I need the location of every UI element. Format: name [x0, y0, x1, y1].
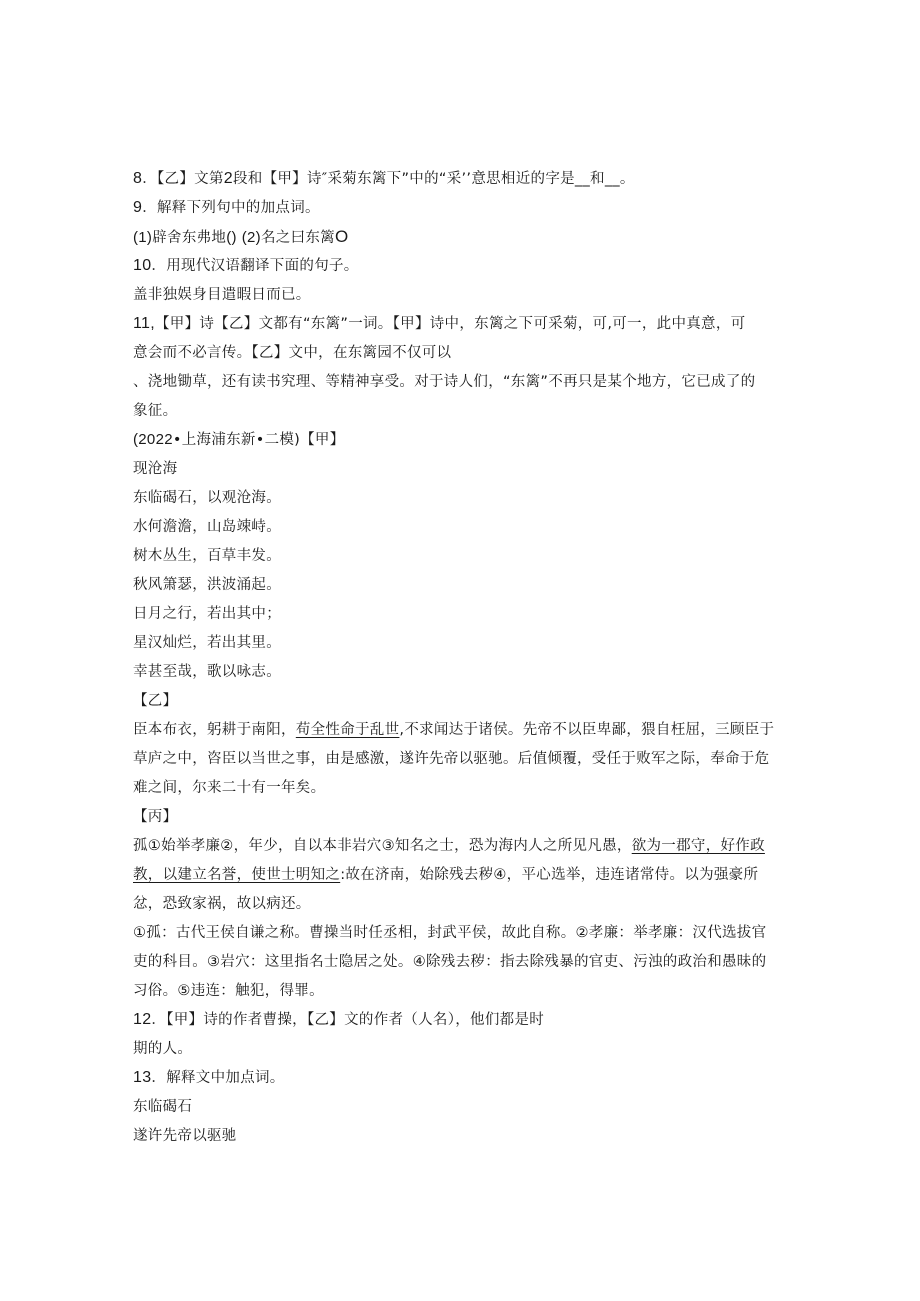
notes-line1: ①孤：古代王侯自谦之称。曹操当时任丞相，封武平侯，故此自称。②孝廉：举孝廉：汉代选拔官 — [133, 925, 767, 941]
question-10-sentence: 盖非独娱身目遣暇日而已。 — [133, 287, 311, 303]
question-number: 11, — [133, 315, 155, 332]
question-number: 10 — [133, 257, 152, 274]
answer-blank: () — [226, 229, 237, 246]
bing-line2 — [133, 865, 758, 885]
question-text: ．用现代汉语翻译下面的句子。 — [151, 258, 359, 274]
bing-line3: 忿，恐致家祸，故以病还。 — [133, 896, 311, 912]
poem-line: 水何澹澹，山岛竦峙。 — [133, 519, 281, 535]
question-text-cont: 段和【甲】诗″采菊东篱下”中的“采’’意思相近的字是__和__。 — [232, 171, 635, 187]
question-13-item2: 遂许先帝以驱驰 — [133, 1128, 237, 1144]
question-11-line4: 象征。 — [133, 403, 178, 419]
poem-line: 星汉灿烂，若出其里。 — [133, 635, 281, 651]
question-11-line2: 意会而不必言传。【乙】文中，在东篱园不仅可以 — [133, 345, 452, 361]
item-label: (1) — [133, 229, 153, 246]
item-label: (2) — [241, 229, 261, 246]
notes-line2: 吏的科目。③岩穴：这里指名士隐居之处。④除残去秽：指去除残暴的官吏、污浊的政治和愚昧的 — [133, 954, 767, 970]
question-text: ．【乙】文第 — [142, 171, 224, 187]
poem-line: 秋风箫瑟，洪波涌起。 — [133, 577, 281, 593]
section-yi-header: 【乙】 — [133, 693, 178, 709]
section-bing-header: 【丙】 — [133, 809, 178, 825]
yi-text: 臣本布衣，躬耕于南阳， — [133, 722, 296, 738]
poem-title: 现沧海 — [133, 461, 178, 477]
question-13-item1: 东临碣石 — [133, 1099, 193, 1115]
underlined-phrase: 欲为一郡守，好作政 — [631, 838, 765, 854]
bing-text: 孤①始举孝廉②，年少，自以本非岩穴③知名之士，恐为海内人之所见凡愚， — [133, 838, 632, 854]
question-9-items — [133, 227, 349, 248]
question-8 — [133, 169, 635, 189]
source-rest: •上海浦东新•二模)【甲】 — [172, 432, 345, 448]
bing-text: :故在济南，始除残去秽④，平心选举，违连诸常侍。以为强豪所 — [340, 867, 759, 883]
yi-line2: 草庐之中，咨臣以当世之事，由是感激，遂许先帝以驱驰。后值倾覆，受任于败军之际，奉命于危 — [133, 751, 770, 767]
answer-mark: O — [334, 227, 349, 246]
question-text: ．解释下列句中的加点词。 — [142, 200, 320, 216]
question-10 — [133, 256, 359, 276]
notes-line3: 习俗。⑤违连：触犯，得罪。 — [133, 983, 324, 999]
underlined-phrase: 苟全性命于乱世 — [295, 722, 400, 738]
question-13 — [133, 1068, 285, 1088]
poem-line: 东临碣石，以观沧海。 — [133, 490, 281, 506]
question-number: 13 — [133, 1069, 152, 1086]
question-number: 8 — [133, 170, 143, 187]
question-12 — [133, 1010, 544, 1030]
poem-line: 日月之行，若出其中； — [133, 606, 281, 622]
question-11-line3: 、浇地锄草，还有读书究理、等精神享受。对于诗人们，“东篱”不再只是某个地方，它已成了的 — [133, 374, 756, 390]
poem-line: 树木丛生，百草丰发。 — [133, 548, 281, 564]
poem-line: 幸甚至哉，歌以咏志。 — [133, 664, 281, 680]
source-line — [133, 430, 345, 450]
yi-line3: 难之间，尔来二十有一年矣。 — [133, 780, 326, 796]
underlined-phrase: 教，以建立名誉，使世士明知之 — [133, 867, 341, 883]
question-number: 9 — [133, 199, 143, 216]
question-text: 【甲】诗【乙】文都有“东篱”一词。【甲】诗中，东篱之下可采菊，可,可一，此中真意，可 — [154, 316, 746, 332]
question-text: ．解释文中加点词。 — [151, 1070, 285, 1086]
question-text: ．【甲】诗的作者曹操，【乙】文的作者（人名），他们都是时 — [151, 1012, 545, 1028]
question-number: 12 — [133, 1011, 152, 1028]
paragraph-number: 2 — [223, 170, 233, 187]
item-text: 辟舍东弗地 — [152, 230, 227, 246]
bing-line1 — [133, 836, 765, 856]
question-11-line1 — [133, 314, 745, 334]
yi-text: ,不求闻达于诸侯。先帝不以臣卑鄙，猥自枉屈，三顾臣于 — [399, 722, 775, 738]
item-text: 名之曰东篱 — [260, 230, 335, 246]
yi-line1 — [133, 720, 774, 740]
question-9 — [133, 198, 320, 218]
question-12-line2: 期的人。 — [133, 1041, 193, 1057]
source-year: (2022 — [133, 431, 173, 448]
